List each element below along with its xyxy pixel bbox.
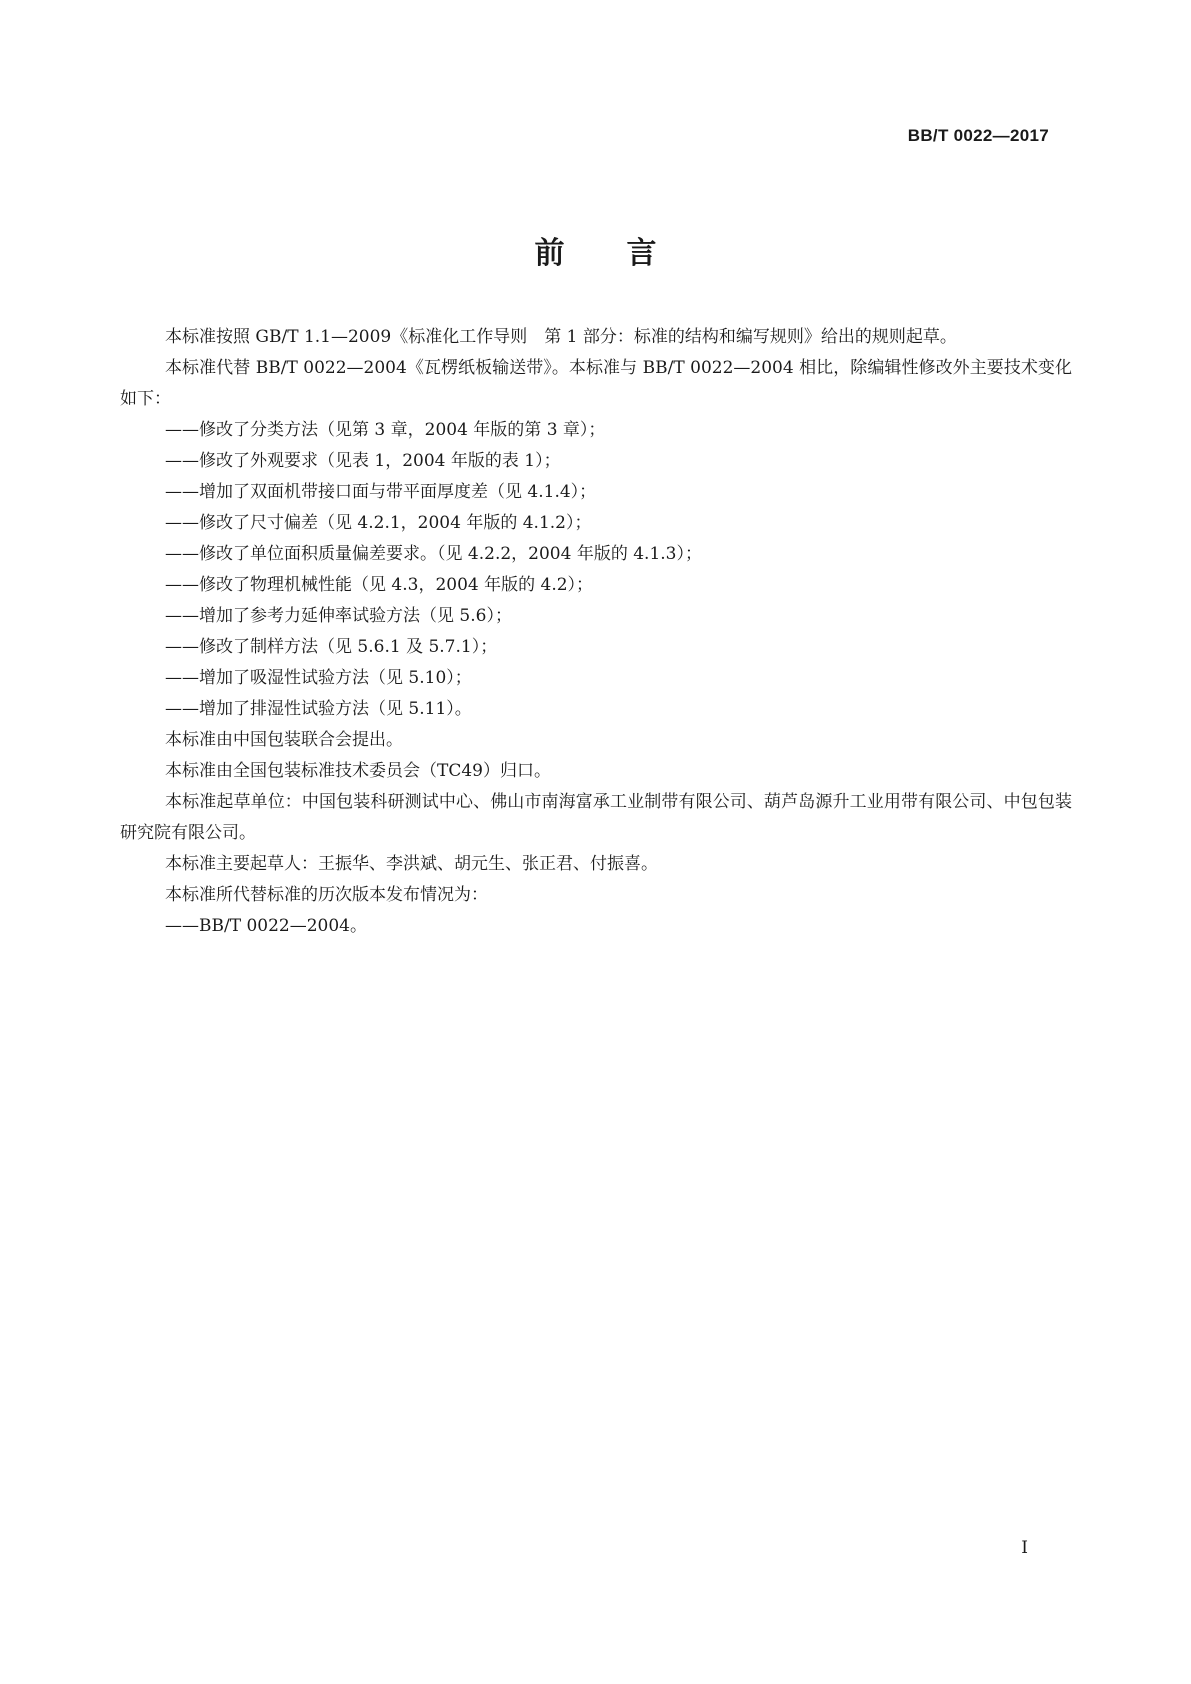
change-item: ——增加了吸湿性试验方法（见 5.10）；: [165, 668, 472, 688]
change-item: ——增加了参考力延伸率试验方法（见 5.6）；: [165, 606, 512, 626]
change-item: ——修改了物理机械性能（见 4.3，2004 年版的 4.2）；: [165, 575, 594, 595]
change-item: ——增加了排湿性试验方法（见 5.11）。: [165, 699, 472, 719]
page-title: 前言: [534, 236, 719, 271]
paragraph-history-intro: 本标准所代替标准的历次版本发布情况为：: [165, 885, 488, 905]
change-item: ——修改了外观要求（见表 1，2004 年版的表 1）；: [165, 451, 561, 471]
foreword-body: [120, 322, 1072, 942]
page-number: I: [1021, 1538, 1028, 1558]
change-item: ——修改了制样方法（见 5.6.1 及 5.7.1）；: [165, 637, 498, 657]
paragraph-proposer: 本标准由中国包装联合会提出。: [165, 730, 403, 750]
change-item: ——修改了单位面积质量偏差要求。（见 4.2.2，2004 年版的 4.1.3）；: [165, 544, 702, 564]
change-item: ——增加了双面机带接口面与带平面厚度差（见 4.1.4）；: [165, 482, 597, 502]
change-item: ——修改了尺寸偏差（见 4.2.1，2004 年版的 4.1.2）；: [165, 513, 592, 533]
paragraph-replacement: 本标准代替 BB/T 0022—2004《瓦楞纸板输送带》。本标准与 BB/T 0022—2004 相比，除编辑性修改外主要技术变化如下：: [120, 358, 1072, 409]
paragraph-drafting-rules: 本标准按照 GB/T 1.1—2009《标准化工作导则 第 1 部分：标准的结构和编写规则》给出的规则起草。: [165, 327, 957, 347]
history-item: ——BB/T 0022—2004。: [165, 916, 367, 936]
paragraph-committee: 本标准由全国包装标准技术委员会（TC49）归口。: [165, 761, 551, 781]
paragraph-drafters: 本标准主要起草人：王振华、李洪斌、胡元生、张正君、付振喜。: [165, 854, 658, 874]
standard-code: BB/T 0022—2017: [907, 126, 1049, 145]
paragraph-drafting-units: 本标准起草单位：中国包装科研测试中心、佛山市南海富承工业制带有限公司、葫芦岛源升工业用带有限公司、中包包装研究院有限公司。: [120, 792, 1072, 843]
change-item: ——修改了分类方法（见第 3 章，2004 年版的第 3 章）；: [165, 420, 606, 440]
